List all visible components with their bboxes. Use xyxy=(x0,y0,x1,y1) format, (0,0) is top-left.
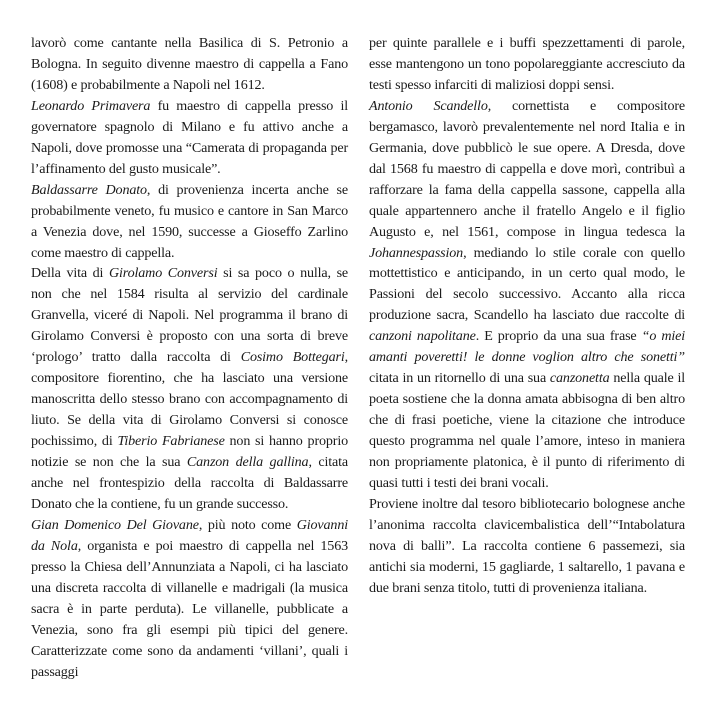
person-name: Girolamo Conversi xyxy=(109,265,218,282)
paragraph-conversi xyxy=(31,263,348,514)
paragraph-text: non si hanno proprio notizie se non che la sua xyxy=(31,433,348,471)
paragraph-text: per quinte parallele e i buffi spezzettamenti di parole, esse mantengono un tono popolareggiante accresciuto da testi spesso infarciti di maliziosi doppi sensi. xyxy=(369,35,685,93)
person-name: Giovanni da Nola xyxy=(31,516,348,554)
person-name: Baldassarre Donato xyxy=(31,181,147,198)
person-name: Antonio Scandello xyxy=(369,97,488,114)
left-column xyxy=(31,33,348,683)
paragraph-primavera xyxy=(31,96,348,180)
paragraph-del-giovane xyxy=(31,515,348,683)
paragraph-text: , citata anche nel frontespizio della raccolta di Baldassarre Donato che la contiene, fu un grande successo. xyxy=(31,454,348,512)
work-title: Johannespassion xyxy=(369,244,464,261)
paragraph-text: , mediando lo stile corale con quello mottettistico e anticipando, in un certo qual modo, le Passioni del secolo successivo. Accanto alla ricca produzione sacra, Scandello ha lasciato due raccolte di xyxy=(369,244,685,324)
paragraph-text: . E proprio da una sua frase xyxy=(475,328,642,345)
paragraph-text: Proviene inoltre dal tesoro bibliotecario bolognese anche l’anonima raccolta clavicembalistica dell’“Intabolatura nova di balli”. La raccolta contiene 6 passemezi, sia antichi sia moderni, 15 gagliarde, 1 saltarello, 1 pavana e due brani senza titolo, tutti di provenienza italiana. xyxy=(369,495,685,596)
person-name: Leonardo Primavera xyxy=(31,97,151,114)
right-column xyxy=(369,33,685,599)
paragraph-donato xyxy=(31,180,348,264)
quotation: “o miei amanti poveretti! le donne voglion altro che sonetti” xyxy=(369,328,686,366)
paragraph-text: lavorò come cantante nella Basilica di S. Petronio a Bologna. In seguito divenne maestro di cappella a Fano (1608) e probabilmente a Napoli nel 1612. xyxy=(31,35,348,93)
paragraph xyxy=(31,33,348,96)
paragraph-text: , più noto come xyxy=(198,516,297,533)
work-title: canzoni napolitane xyxy=(369,328,476,345)
paragraph-text: , cornettista e compositore bergamasco, lavorò prevalentemente nel nord Italia e in Germania, dove pubblicò le sue opere. A Dresda, dove dal 1568 fu maestro di cappella e dove morì, contribuì a rafforzare la fama della cappella sassone, cappella alla quale appartennero anche il fratello Angelo e il figlio Augusto e, nel 1561, compose in lingua tedesca la xyxy=(369,97,685,240)
paragraph-text: citata in un ritornello di una sua xyxy=(369,370,550,387)
paragraph-text: si sa poco o nulla, se non che nel 1584 risulta al servizio del cardinale Granvella, viceré di Napoli. Nel programma il brano di Girolamo Conversi è proposto con una sorta di breve ‘prologo’ tratto dalla raccolta di xyxy=(31,265,349,366)
paragraph-text: fu maestro di cappella presso il governatore spagnolo di Milano e fu attivo anche a Napoli, dove promosse una “Camerata di propaganda per l’affinamento del gusto musicale”. xyxy=(31,97,348,177)
person-name: Gian Domenico Del Giovane xyxy=(31,516,199,533)
paragraph-text: , organista e poi maestro di cappella nel 1563 presso la Chiesa dell’Annunziata a Napoli, ci ha lasciato una discreta raccolta di villanelle e madrigali (la musica sacra è in parte perduta). Le villanelle, pubblicate a Venezia, sono fra gli esempi più tipici del genere. Caratterizzate come sono da andamenti ‘villani’, quali i passaggi xyxy=(31,537,348,680)
work-title: Canzon della gallina xyxy=(186,454,309,471)
paragraph-text: , di provenienza incerta anche se probabilmente veneto, fu musico e cantore in San Marco a Venezia dove, nel 1590, successe a Gioseffo Zarlino come maestro di cappella. xyxy=(31,181,348,261)
paragraph-text: nella quale il poeta sostiene che la donna amata abbisogna di ben altro che di frasi poetiche, viene la citazione che introduce questo programma nel quale l’amore, inteso in maniera non propriamente platonica, è il punto di riferimento di quasi tutti i testi dei brani vocali. xyxy=(369,370,685,492)
person-name: Tiberio Fabrianese xyxy=(117,433,225,450)
person-name: Cosimo Bottegari xyxy=(240,349,345,366)
work-title: canzonetta xyxy=(549,370,610,387)
paragraph-text: Della vita di xyxy=(31,265,109,282)
paragraph-intabolatura xyxy=(369,494,685,599)
paragraph xyxy=(369,33,685,96)
paragraph-text: , compositore fiorentino, che ha lasciato una versione manoscritta dello stesso brano con accompagnamento di liuto. Se della vita di Girolamo Conversi si conosce pochissimo, di xyxy=(31,349,348,450)
paragraph-scandello xyxy=(369,96,685,494)
